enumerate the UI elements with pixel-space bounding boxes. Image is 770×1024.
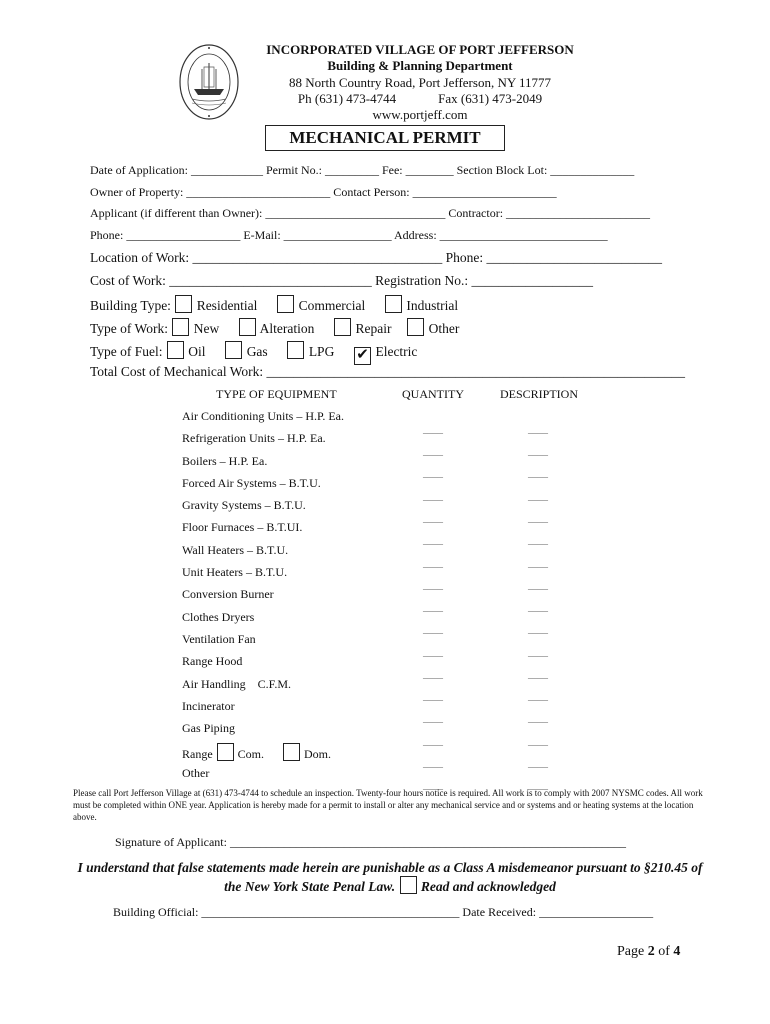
description-blank[interactable]: ____ xyxy=(528,758,548,769)
description-blank[interactable]: ____ xyxy=(528,780,548,791)
description-blank[interactable]: ____ xyxy=(528,713,548,724)
option-industrial: Industrial xyxy=(406,298,459,313)
checkbox-repair[interactable] xyxy=(334,318,351,336)
checkbox-acknowledge[interactable] xyxy=(400,876,417,894)
checkbox-residential[interactable] xyxy=(175,295,192,313)
checkbox-commercial[interactable] xyxy=(277,295,294,313)
equipment-item: Incinerator xyxy=(182,699,235,713)
checkbox-other[interactable] xyxy=(407,318,424,336)
header-description: DESCRIPTION xyxy=(500,387,579,401)
checkbox-alteration[interactable] xyxy=(239,318,256,336)
contact-line xyxy=(200,91,640,108)
checkbox-electric[interactable]: ✔ xyxy=(354,347,371,365)
equipment-item: Clothes Dryers xyxy=(182,610,255,624)
fuel-type-label: Type of Fuel: xyxy=(90,344,163,359)
description-blank[interactable]: ____ xyxy=(528,535,548,546)
option-range-com: Com. xyxy=(237,747,264,761)
form-title: MECHANICAL PERMIT xyxy=(265,125,505,151)
description-blank[interactable]: ____ xyxy=(528,647,548,658)
checkbox-range-com[interactable] xyxy=(217,743,234,761)
false-statement-warning xyxy=(70,859,710,895)
option-other: Other xyxy=(428,321,460,336)
fuel-type-row xyxy=(90,341,417,365)
website: www.portjeff.com xyxy=(372,107,468,122)
option-residential: Residential xyxy=(196,298,258,313)
description-blank[interactable]: ____ xyxy=(528,513,548,524)
row-applicant-contractor[interactable]: Applicant (if different than Owner): ______________________________ Contractor: ________________________ xyxy=(90,206,651,220)
page-current: 2 xyxy=(647,944,655,959)
row-cost-registration[interactable]: Cost of Work: ______________________________ Registration No.: __________________ xyxy=(90,273,594,288)
phone-number: Ph (631) 473-4744 xyxy=(297,91,397,106)
work-type-label: Type of Work: xyxy=(90,321,168,336)
option-alteration: Alteration xyxy=(259,321,315,336)
quantity-blank[interactable]: ____ xyxy=(423,513,443,524)
fax-number: Fax (631) 473-2049 xyxy=(438,91,543,106)
checkbox-range-dom[interactable] xyxy=(283,743,300,761)
option-new: New xyxy=(193,321,220,336)
header-equipment: TYPE OF EQUIPMENT xyxy=(216,387,337,401)
option-repair: Repair xyxy=(355,321,392,336)
equipment-item: Unit Heaters – B.T.U. xyxy=(182,565,288,579)
equipment-item: Forced Air Systems – B.T.U. xyxy=(182,476,321,490)
option-lpg: LPG xyxy=(308,344,335,359)
quantity-blank[interactable]: ____ xyxy=(423,602,443,613)
description-blank[interactable]: ____ xyxy=(528,602,548,613)
checkbox-new[interactable] xyxy=(172,318,189,336)
option-oil: Oil xyxy=(188,344,206,359)
total-cost-row[interactable]: Total Cost of Mechanical Work: ______________________________________________________________ xyxy=(90,364,686,379)
work-type-row xyxy=(90,318,459,337)
option-electric: Electric xyxy=(375,344,418,359)
equipment-item-range xyxy=(182,743,331,762)
description-blank[interactable]: ____ xyxy=(528,446,548,457)
description-blank[interactable]: ____ xyxy=(528,468,548,479)
quantity-blank[interactable]: ____ xyxy=(423,535,443,546)
equipment-item: Gas Piping xyxy=(182,721,236,735)
page-prefix: Page xyxy=(617,944,645,959)
address: 88 North Country Road, Port Jefferson, NY 11777 xyxy=(288,75,552,90)
building-type-row xyxy=(90,295,458,314)
row-date-permit-fee[interactable]: Date of Application: ____________ Permit No.: _________ Fee: ________ Section Block Lot: ______________ xyxy=(90,163,635,177)
option-commercial: Commercial xyxy=(298,298,366,313)
warning-text: I understand that false statements made herein are punishable as a Class A misdemeanor pursuant to §210.45 of the New York State Penal Law. xyxy=(77,860,703,894)
quantity-blank[interactable]: ____ xyxy=(423,758,443,769)
checkbox-industrial[interactable] xyxy=(385,295,402,313)
equipment-item: Other xyxy=(182,766,210,780)
page-total: 4 xyxy=(673,944,681,959)
quantity-blank[interactable]: ____ xyxy=(423,580,443,591)
row-location-phone[interactable]: Location of Work: _____________________________________ Phone: __________________________ xyxy=(90,250,663,265)
equipment-item: Gravity Systems – B.T.U. xyxy=(182,498,306,512)
equipment-item: Boilers – H.P. Ea. xyxy=(182,454,268,468)
option-gas: Gas xyxy=(246,344,268,359)
description-blank[interactable]: ____ xyxy=(528,580,548,591)
quantity-blank[interactable]: ____ xyxy=(423,424,443,435)
quantity-blank[interactable]: ____ xyxy=(423,669,443,680)
org-name: INCORPORATED VILLAGE OF PORT JEFFERSON xyxy=(266,42,574,57)
page-indicator xyxy=(617,944,680,960)
quantity-blank[interactable]: ____ xyxy=(423,446,443,457)
header-quantity: QUANTITY xyxy=(402,387,464,401)
quantity-blank[interactable]: ____ xyxy=(423,558,443,569)
quantity-blank[interactable]: ____ xyxy=(423,647,443,658)
checkbox-gas[interactable] xyxy=(225,341,242,359)
equipment-item: Wall Heaters – B.T.U. xyxy=(182,543,289,557)
quantity-blank[interactable]: ____ xyxy=(423,624,443,635)
department-name: Building & Planning Department xyxy=(327,58,513,73)
checkbox-lpg[interactable] xyxy=(287,341,304,359)
quantity-blank[interactable]: ____ xyxy=(423,713,443,724)
description-blank[interactable]: ____ xyxy=(528,624,548,635)
quantity-blank[interactable]: ____ xyxy=(423,780,443,791)
row-owner-contact[interactable]: Owner of Property: ________________________ Contact Person: ________________________ xyxy=(90,185,557,199)
signature-row[interactable]: Signature of Applicant: __________________________________________________________________ xyxy=(115,835,626,849)
quantity-blank[interactable]: ____ xyxy=(423,736,443,747)
building-type-label: Building Type: xyxy=(90,298,171,313)
acknowledge-label: Read and acknowledged xyxy=(420,879,556,894)
range-label: Range xyxy=(182,747,213,761)
quantity-blank[interactable]: ____ xyxy=(423,491,443,502)
equipment-item: Air Conditioning Units – H.P. Ea. xyxy=(182,409,345,423)
equipment-item: Conversion Burner xyxy=(182,587,274,601)
inspection-notice: Please call Port Jefferson Village at (631) 473-4744 to schedule an inspection. Twenty-four hours notice is required. All work is to comply with 2007 NYSMC codes. All work must be completed within ONE year. Application is hereby made for a permit to install or alter any mechanical service and or systems and or heating systems at the location above. xyxy=(73,788,703,822)
official-row[interactable]: Building Official: ___________________________________________ Date Received: ___________________ xyxy=(113,905,654,919)
row-phone-email-address[interactable]: Phone: ___________________ E-Mail: __________________ Address: ____________________________ xyxy=(90,228,608,242)
option-range-dom: Dom. xyxy=(304,747,331,761)
equipment-item: Floor Furnaces – B.T.UI. xyxy=(182,520,303,534)
equipment-item: Refrigeration Units – H.P. Ea. xyxy=(182,431,326,445)
description-blank[interactable]: ____ xyxy=(528,491,548,502)
description-blank[interactable]: ____ xyxy=(528,669,548,680)
quantity-blank[interactable]: ____ xyxy=(423,468,443,479)
quantity-blank[interactable]: ____ xyxy=(423,691,443,702)
description-blank[interactable]: ____ xyxy=(528,736,548,747)
checkbox-oil[interactable] xyxy=(167,341,184,359)
description-blank[interactable]: ____ xyxy=(528,691,548,702)
equipment-item: Range Hood xyxy=(182,654,243,668)
description-blank[interactable]: ____ xyxy=(528,424,548,435)
page-sep: of xyxy=(658,944,670,959)
equipment-item: Air Handling C.F.M. xyxy=(182,677,292,691)
equipment-item: Ventilation Fan xyxy=(182,632,256,646)
description-blank[interactable]: ____ xyxy=(528,558,548,569)
